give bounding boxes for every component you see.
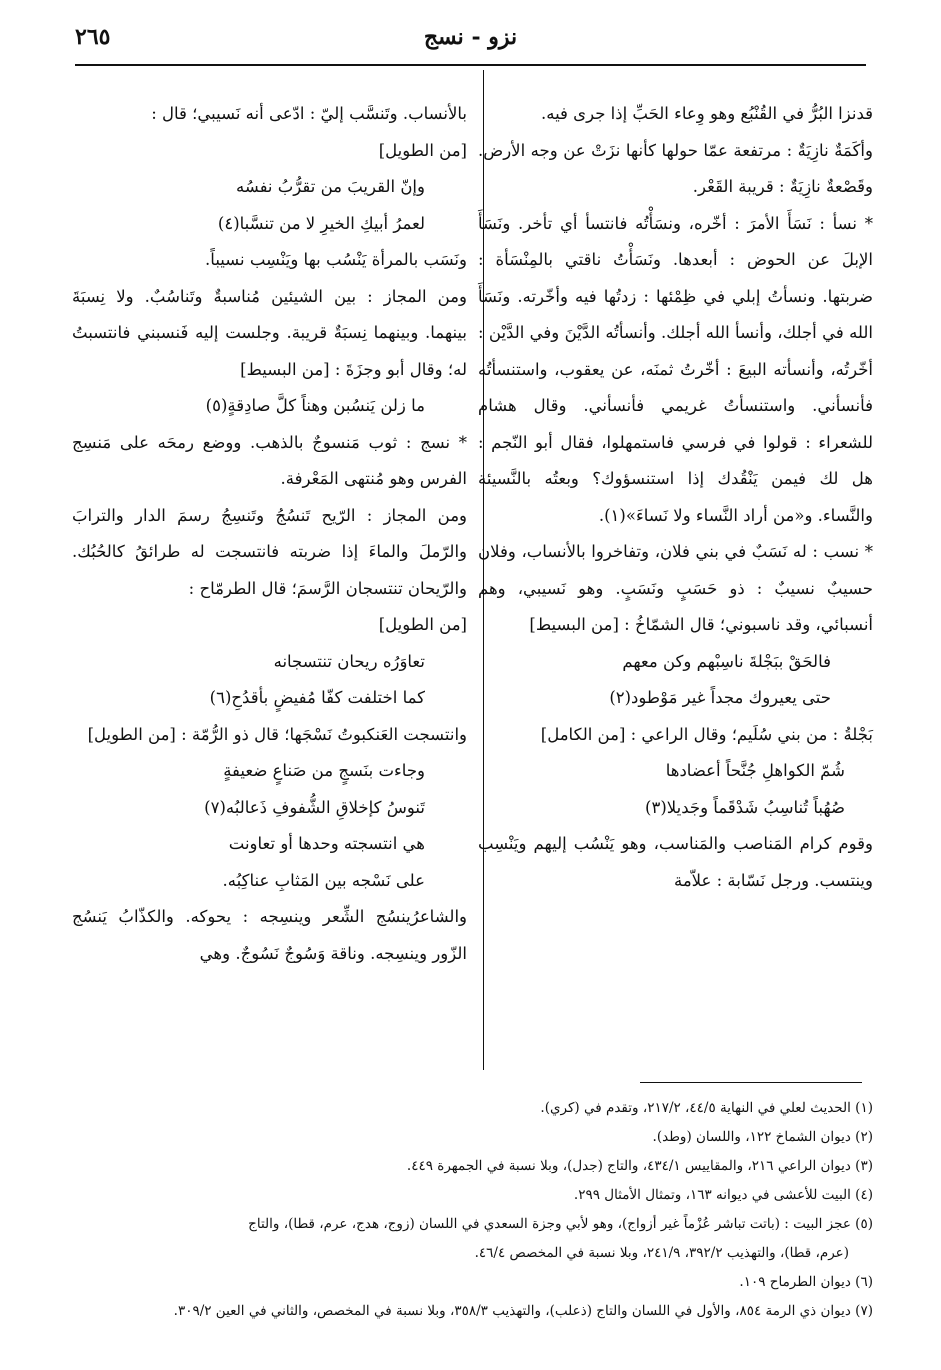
verse-line: وجاءت بنَسجٍ من صَناعٍ ضعيفةٍ	[223, 761, 425, 780]
paragraph: بَجْلةُ : من بني سُلَيم؛ وقال الراعي : [من الكامل]	[540, 724, 873, 744]
verse-line: على نَسْجه بين المَثابِ عناكِبُه.	[222, 870, 425, 890]
left-column	[72, 96, 467, 972]
verse-line: وإنّ القريبَ من تقرُّبُ نفسُه	[236, 177, 425, 196]
meter-label: [من الطويل]	[378, 615, 467, 634]
verse-line: شُمّ الكواهلِ جُنَّحاً أعضادها	[665, 761, 845, 780]
footnote: (٦) ديوان الطرماح ١٠٩.	[739, 1274, 873, 1290]
footnote: (٤) البيت للأعشى في ديوانه ١٦٣، وتمثال الأمثال ٢٩٩.	[573, 1187, 873, 1203]
paragraph: ومن المجاز : بين الشيئين مُناسبةٌ وتَناسُبٌ. ولا نِسبَةَ بينهما. وبينهما نِسبَةٌ قريبة. وجلست إليه فَنسبني فانتسبتُ له؛ وقال أبو وجزَةَ : [من البسيط]	[72, 286, 467, 379]
right-column	[478, 96, 873, 899]
paragraph: ونَسَب بالمرأة يَنْسُب بها ويَنْسِب نسيباً.	[205, 250, 467, 269]
footnotes	[71, 1094, 873, 1326]
verse-line: تَنوسُ كإخلاقِ الشُّفوفِ ذَعالبُه(٧)	[204, 797, 425, 817]
footnote: (٢) ديوان الشماخ ١٢٢، واللسان (وطد).	[652, 1129, 873, 1145]
footnote: (١) الحديث لعلي في النهاية ٤٤/٥، ٢١٧/٢، وتقدم في (كري).	[540, 1100, 873, 1116]
verse-line: كما اختلفت كفّا مُفيضٍ بأقدُحِ(٦)	[209, 688, 425, 707]
footnote: (٥) عجز البيت : (باتت تباشر عُزْماً غير أزواج)، وهو لأبي وجزة السعدي في اللسان (زوج، هدج، عرم، قطا)، والتاج	[248, 1216, 873, 1232]
footnote: (٧) ديوان ذي الرمة ٨٥٤، والأول في اللسان والتاج (ذعلب)، والتهذيب ٣٥٨/٣، وبلا نسبة في المخصص، والثاني في العين ٣٠٩/٢.	[173, 1303, 873, 1319]
paragraph: بالأنساب. وتَنسَّب إليّ : ادّعى أنه نَسيبي؛ قال :	[151, 104, 467, 123]
page-header	[75, 22, 866, 62]
verse-line: تعاوَرُه ريحان تنتسجانه	[273, 651, 425, 671]
footnote-rule	[640, 1082, 862, 1083]
footnote: (٣) ديوان الراعي ٢١٦، والمقاييس ٤٣٤/١، والتاج (جدل)، وبلا نسبة في الجمهرة ٤٤٩.	[406, 1158, 873, 1174]
paragraph: والشاعرُينسُج الشِّعر وينسِجه : يحوكه. والكذّابُ يَنسُج الزّور وينسِجه. وناقة وَسُوجٌ نَسُوجٌ. وهي	[72, 907, 467, 963]
paragraph: ومن المجاز : الرّيح تَنسُجُ وتَنسِجُ رسمَ الدار والترابَ والرّملَ والماءَ إذا ضربته فانتسجت له طرائقُ كالحُبُك. والرّيحان تنتسجان الرَّسمَ؛ قال الطرمّاح :	[72, 505, 467, 598]
paragraph: وأكَمَةٌ نازِيَةٌ : مرتفعة عمّا حولها كأنها نزَتْ عن وجه الأرض. وقَصْعةٌ نازِيَةٌ : قريبة القَعْر.	[478, 140, 873, 196]
header-rule	[75, 64, 866, 66]
paragraph: * نسب : له نَسَبٌ في بني فلان، وتفاخروا بالأنساب، وفلان حسيبٌ نسيبٌ : ذو حَسَبٍ ونَسَبٍ. وهو نَسيبي، وهم أنسبائي، وقد ناسبوني؛ قال الشمّاخُ : [من البسيط]	[478, 542, 873, 634]
verse-line: ما زلن يَنسُبن وهناً كلَّ صادِقةٍ(٥)	[205, 396, 425, 415]
paragraph: * نسأ : نَسَأَ الأمرَ : أخّره، ونسَأْتُه فانتسأ أي تأخر. ونَسَأَ الإبلَ عن الحوض : أبعدها. ونَسَأْتُ ناقتي بالمِنْسَأة : ضربتها. ونسأتُ إبلي في ظِمْئها : زدتُها فيه وأخّرته. ونَسَأَ الله في أجلك، وأنسأ الله أجلك. وأنسأتُه الدَّيْنَ وفي الدَّيْن : أخّرتُه، وأنسأته البيعَ : أخّرتُ ثمنَه، عن يعقوب، واستنسأتُه فأنسأني. واستنسأتُ غريمي فأنسأني. وقال هشام للشعراء : قولوا في فرسي فاستمهلوا، فقال أبو النّجم : هل لك فيمن يَنْقُدك إذا استنسؤوك؟ وبعتُه بالنَّسيئة والنَّساء. و«من أراد النَّساء ولا نَساءَ»(١).	[478, 213, 873, 525]
verse-line: صُهُباً تُناسِبُ شَدْقَماً وجَديلا(٣)	[645, 797, 845, 817]
verse-line: حتى يعيروك مجداً غير مَوْطود(٢)	[609, 688, 831, 707]
verse-line: هي انتسجته وحدها أو تعاونت	[228, 834, 425, 853]
paragraph: قدنزا البُرُّ في القُنْبُع وهو وِعاء الحَبِّ إذا جرى فيه.	[540, 104, 873, 123]
paragraph: * نسج : ثوب مَنسوجٌ بالذهب. ووضع رمحَه على مَنسِج الفرس وهو مُنتهى المَعْرفة.	[72, 432, 467, 488]
verse-line: لعمرُ أبيكِ الخيرِ لا من تنسَّبا(٤)	[217, 213, 425, 233]
verse-line: فالحَقْ ببَجْلةَ ناسِبْهم وكن معهم	[622, 651, 831, 671]
page-number: ٢٦٥	[75, 24, 111, 50]
footnote-continuation: (عرم، قطا)، والتهذيب ٣٩٢/٢، ٢٤١/٩، وبلا نسبة في المخصص ٤٦/٤.	[474, 1245, 849, 1261]
running-head: نزو - نسج	[423, 24, 518, 50]
paragraph: وانتسجت العَنكبوتُ نَسْجَها؛ قال ذو الرُّمّة : [من الطويل]	[87, 724, 467, 744]
meter-label: [من الطويل]	[378, 140, 467, 160]
paragraph: وقوم كرام المَناصب والمَناسب، وهو يَنْسُب إليهم ويَنْسِب وينتسب. ورجل نَسّابة : علاّمة	[478, 834, 873, 890]
